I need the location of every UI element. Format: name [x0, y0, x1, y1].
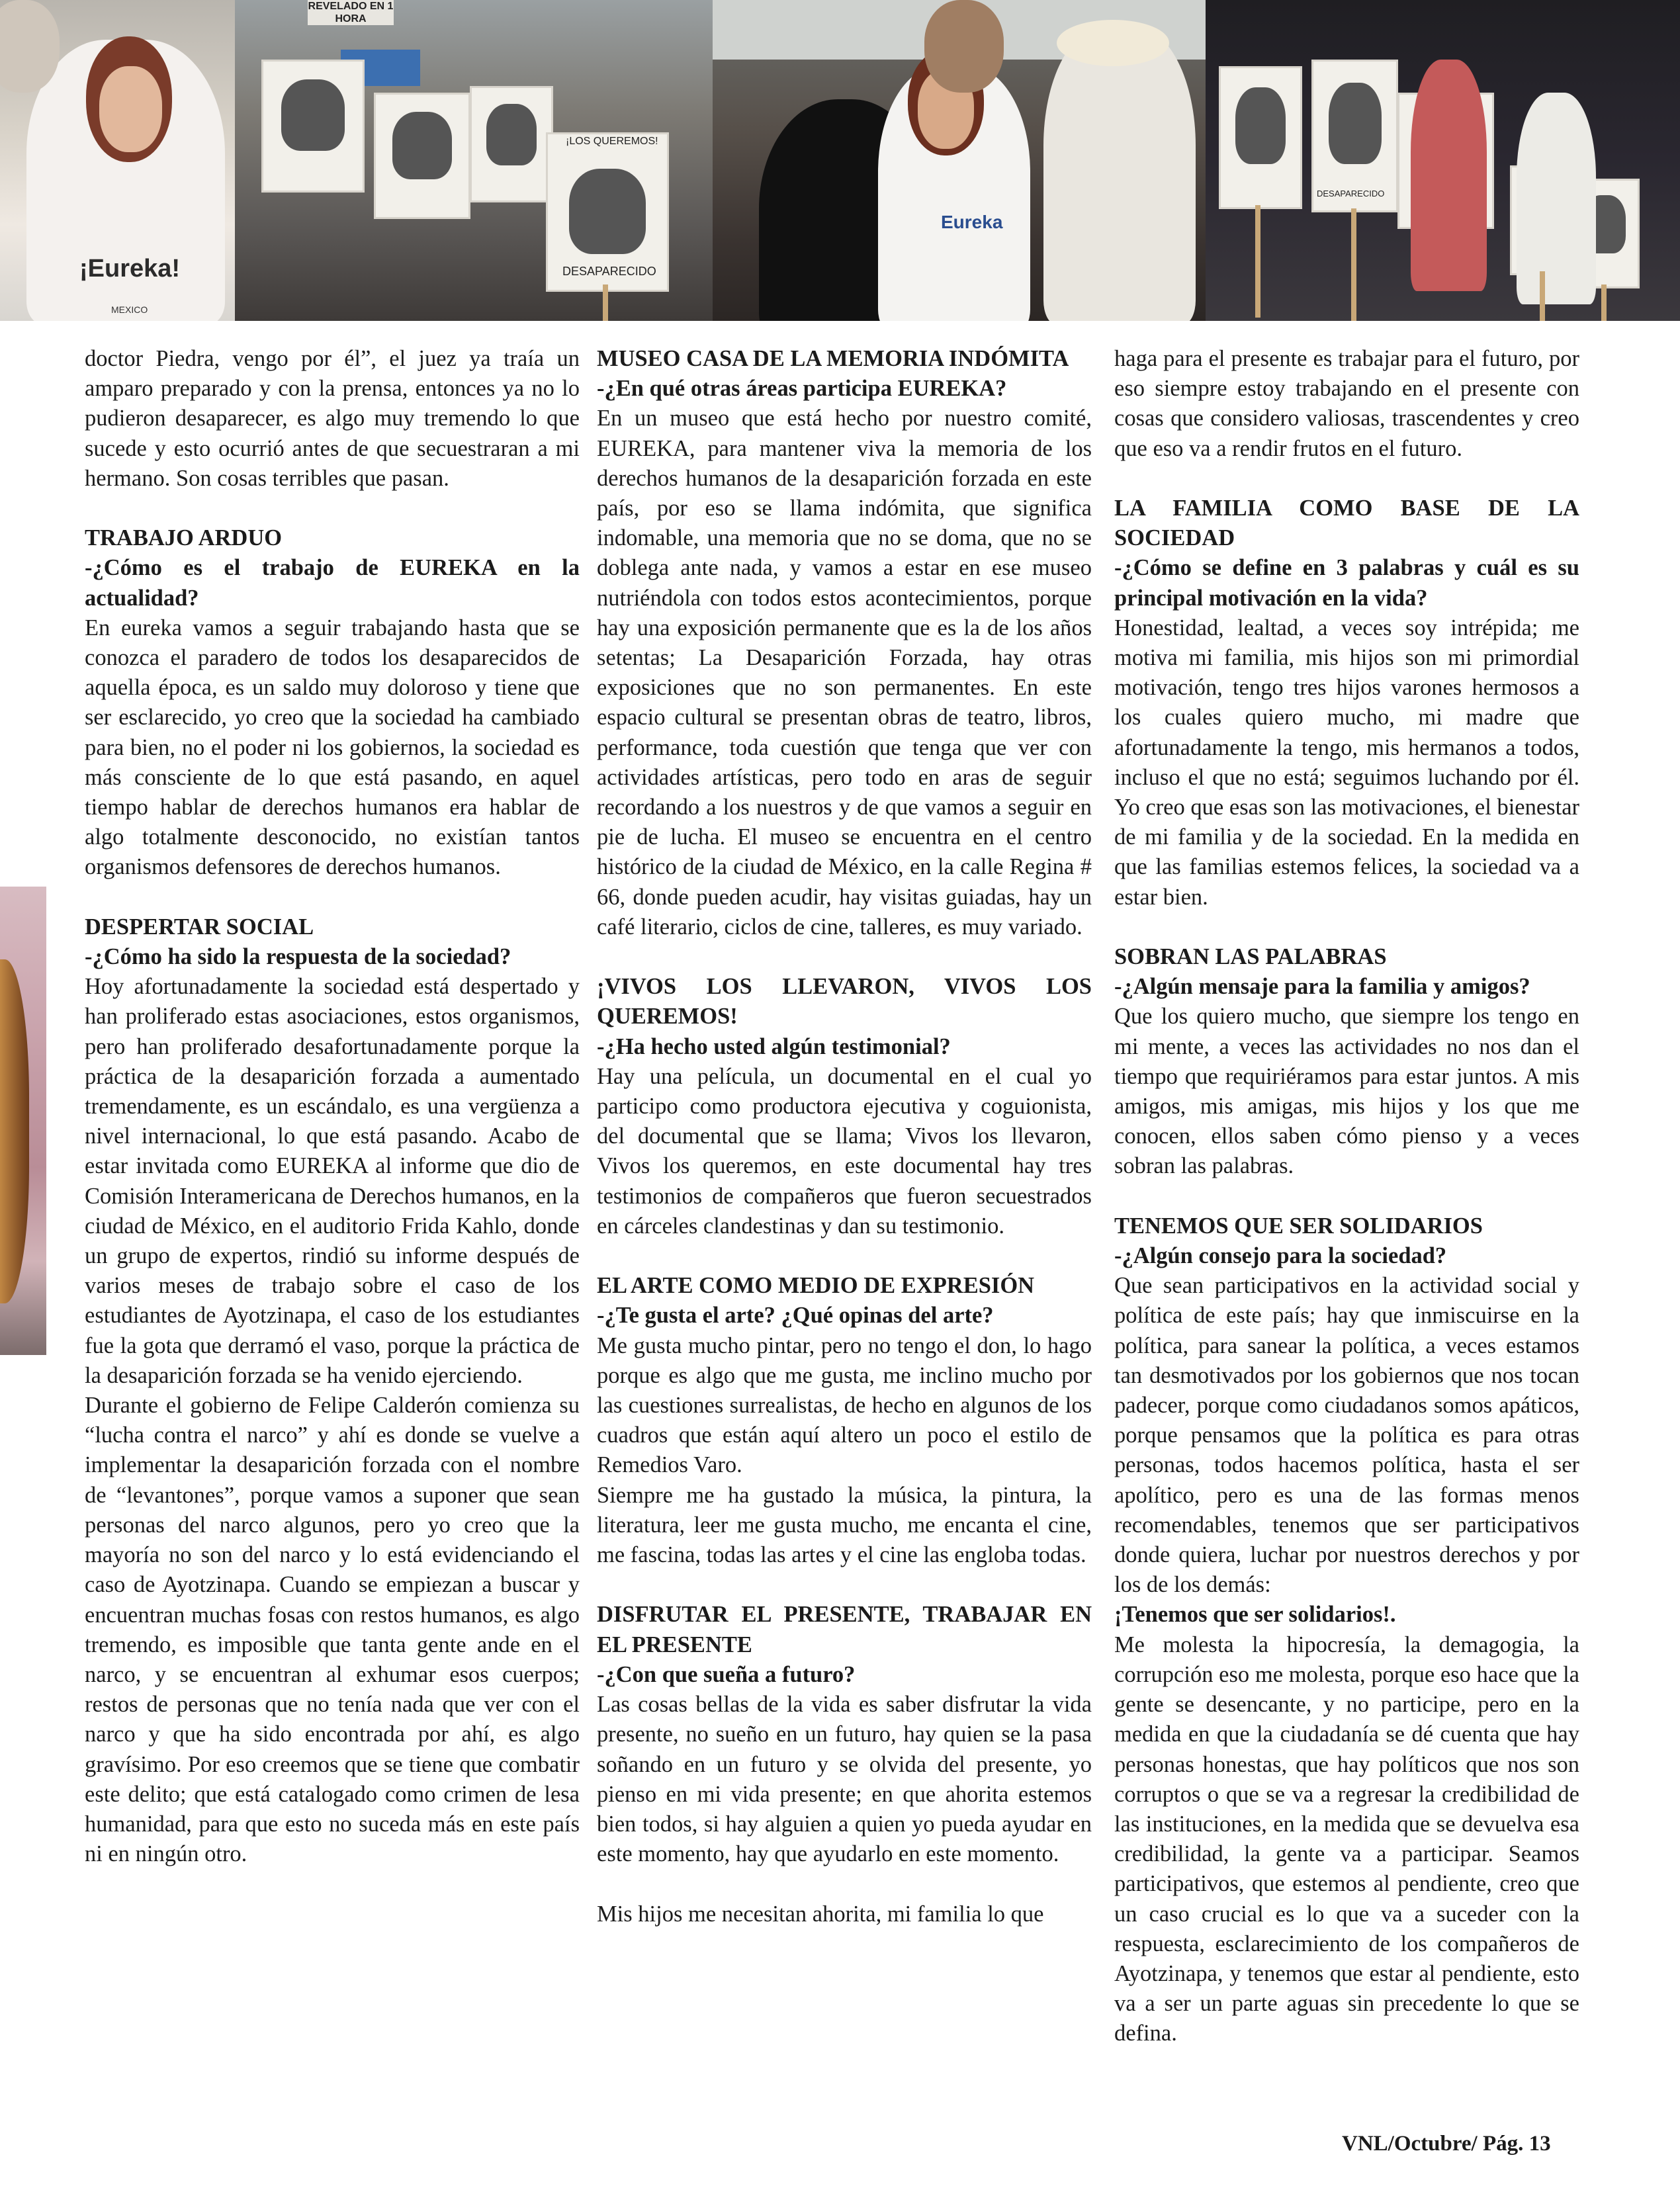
col1-question-2: -¿Cómo ha sido la respuesta de la sociedad? [85, 944, 511, 970]
article-column-1 [85, 344, 580, 1869]
col2-answer-2: Hay una película, un documental en el cual yo participo como productora ejecutiva y coguionista, del documental que se llama; Vivos los llevaron, Vivos los queremos, en este documental hay tres testimonios de compañeros que fueron secuestrados en cárceles clandestinas y dan su testimonio. [597, 1063, 1092, 1239]
col3-answer-3-emphasis: ¡Tenemos que ser solidarios!. [1114, 1602, 1396, 1628]
col3-answer-3: Que sean participativos en la actividad social y política de este país; hay que inmiscuirse en la política, para sanear la política, a veces estamos tan desmotivados por los gobiernos que nos tocan padecer, porque como ciudadanos somos apáticos, porque pensamos que la política es para otras personas, todos hacemos política, hasta el ser apolítico, pero es una de las formas menos recomendables, tenemos que ser participativos donde quiera, luchar por nuestros derechos y por los de los demás: [1114, 1273, 1579, 1598]
col2-answer-1: En un museo que está hecho por nuestro comité, EUREKA, para mantener viva la memoria de los derechos humanos de la desaparición forzada en este país, por eso se llama indómita, que significa indomable, una memoria que no se doma, que no se doblega ante nada, y vamos a estar en ese museo nutriéndola con todos estos acontecimientos, porque hay una exposición permanente que es la de los años setentas; La Desaparición Forzada, hay otras exposiciones que no son permanentes. En este espacio cultural se presentan obras de teatro, libros, performance, toda cuestión que tenga que ver con actividades artísticas, pero todo en aras de seguir recordando a los nuestros y de que vamos a seguir en pie de lucha. El museo se encuentra en el centro histórico de la ciudad de México, en la calle Regina # 66, donde pueden acudir, hay visitas guiadas, hay un café literario, ciclos de cine, talleres, es muy variado. [597, 406, 1092, 940]
page-footer-label: VNL/Octubre/ Pág. 13 [1342, 2132, 1551, 2156]
col1-intro-paragraph: doctor Piedra, vengo por él”, el juez ya traía un amparo preparado y con la prensa, entonces ya no lo pudieron desaparecer, es algo muy tremendo lo que sucede y esto ocurrió antes de que secuestraran a mi hermano. Son cosas terribles que pasan. [85, 346, 580, 491]
col2-answer-4: Las cosas bellas de la vida es saber disfrutar la vida presente, no sueño en un futuro, hay quien se la pasa soñando en un futuro y se olvida del presente, yo pienso en mi vida presente; en que ahorita estemos bien todos, si hay alguien a quien yo pueda ayudar en este momento, hay que ayudarlo en este momento. [597, 1692, 1092, 1867]
col3-answer-3b: Me molesta la hipocresía, la demagogia, la corrupción eso me molesta, porque eso hace que la gente se desencante, y no participe, pero en la medida en que la ciudadanía se dé cuenta que hay personas honestas, que hay políticos que nos son corruptos o que se va a regresar la credibilidad de las instituciones, en la medida que se devuelva esa credibilidad, la gente va a participar. Seamos participativos, que estemos al pendiente, creo que un caso crucial es lo que va a suceder con la respuesta, esclarecimiento de los compañeros de Ayotzinapa, y tenemos que estar al pendiente, esto va a ser un parte aguas sin precedente lo que se defina. [1114, 1632, 1579, 2046]
col3-heading-familia: LA FAMILIA COMO BASE DE LA SOCIEDAD [1114, 496, 1579, 551]
side-artwork-image [0, 887, 46, 1355]
col3-answer-2: Que los quiero mucho, que siempre los tengo en mi mente, a veces las actividades no nos dan el tiempo que requiriéramos para estar juntos. A mis amigos, mis amigas, mis hijos y los que me conocen, ellos saben cómo pienso y a veces sobran las palabras. [1114, 1004, 1579, 1179]
col3-intro-paragraph: haga para el presente es trabajar para el futuro, por eso siempre estoy trabajando en el presente con cosas que considero valiosas, trascendentes y creo que eso va a rendir frutos en el futuro. [1114, 346, 1579, 461]
col1-answer-1: En eureka vamos a seguir trabajando hasta que se conozca el paradero de todos los desaparecidos de aquella época, es un saldo muy doloroso y tiene que ser esclarecido, yo creo que la sociedad ha cambiado para bien, no el poder ni los gobiernos, la sociedad es más consciente de lo que está pasando, en aquel tiempo hablar de derechos humanos era hablar de algo totalmente desconocido, no existían tantos organismos defensores de derechos humanos. [85, 615, 580, 880]
col2-question-1: -¿En qué otras áreas participa EUREKA? [597, 376, 1007, 402]
col1-heading-despertar-social: DESPERTAR SOCIAL [85, 914, 314, 940]
col3-answer-1: Honestidad, lealtad, a veces soy intrépida; me motiva mi familia, mis hijos son mi primordial motivación, tengo tres hijos varones hermosos a los cuales quiero mucho, mi madre que afortunadamente la tengo, mis hermanos a todos, incluso el que no está; seguimos luchando por él. Yo creo que esas son las motivaciones, el bienestar de mi familia y de la sociedad. En la medida en que las familias estemos felices, la sociedad va a estar bien. [1114, 615, 1579, 910]
col2-heading-vivos: ¡VIVOS LOS LLEVARON, VIVOS LOS QUEREMOS! [597, 974, 1092, 1029]
col1-heading-trabajo-arduo: TRABAJO ARDUO [85, 525, 283, 551]
col2-question-4: -¿Con que sueña a futuro? [597, 1661, 856, 1687]
col1-answer-2b: Durante el gobierno de Felipe Calderón comienza su “lucha contra el narco” y ahí es donde se vuelve a implementar la desaparición forzada con el nombre de “levantones”, porque vamos a suponer que sean personas del narco algunos, pero yo creo que la mayoría no son del narco y lo está evidenciando el caso de Ayotzinapa. Cuando se empiezan a buscar y encuentran muchas fosas con restos humanos, es algo tremendo, es imposible que tanta gente ande en el narco, y se encuentran al exhumar esos cuerpos; restos de personas que no tenía nada que ver con el narco y que ha sido encontrada por ahí, es algo gravísimo. Por eso creemos que se tiene que combatir este delito; que está catalogado como crimen de lesa humanidad, para que esto no suceda más en este país ni en ningún otro. [85, 1393, 580, 1867]
col2-question-2: -¿Ha hecho usted algún testimonial? [597, 1033, 951, 1059]
photo-march-with-portraits [235, 0, 713, 321]
col3-question-3: -¿Algún consejo para la sociedad? [1114, 1243, 1447, 1269]
photo4-sign-text: DESAPARECIDO [1317, 189, 1385, 198]
col2-heading-disfrutar: DISFRUTAR EL PRESENTE, TRABAJAR EN EL PRESENTE [597, 1602, 1092, 1657]
article-column-3 [1114, 344, 1579, 2049]
col2-heading-arte: EL ARTE COMO MEDIO DE EXPRESIÓN [597, 1273, 1035, 1299]
col2-answer-4b: Mis hijos me necesitan ahorita, mi familia lo que [597, 1901, 1044, 1927]
photo1-shirt-text: ¡Eureka! [79, 255, 181, 283]
col3-question-1: -¿Cómo se define en 3 palabras y cuál es su principal motivación en la vida? [1114, 555, 1579, 611]
photo2-sign-text-2: DESAPARECIDO [562, 265, 656, 278]
photo-strip [0, 0, 1680, 321]
col3-question-2: -¿Algún mensaje para la familia y amigos? [1114, 974, 1530, 1000]
photo1-shirt-subtext: MEXICO [111, 304, 148, 315]
col1-answer-2: Hoy afortunadamente la sociedad está despertado y han proliferado estas asociaciones, estos organismos, pero han proliferado desafortunadamente porque la práctica de la desaparición forzada a aumentado tremendamente, es un escándalo, es una vergüenza a nivel internacional, lo que está pasando. Acabo de estar invitada como EUREKA al informe que dio de Comisión Interamericana de Derechos humanos, en la ciudad de México, en el auditorio Frida Kahlo, donde un grupo de expertos, rindió su informe después de varios meses de trabajo sobre el caso de los estudiantes de Ayotzinapa, el caso de los estudiantes fue la gota que derramó el vaso, porque la práctica de la desaparición forzada se ha venido ejerciendo. [85, 974, 580, 1388]
col3-heading-solidarios: TENEMOS QUE SER SOLIDARIOS [1114, 1213, 1483, 1239]
col3-heading-sobran: SOBRAN LAS PALABRAS [1114, 944, 1387, 970]
photo2-banner-text: REVELADO EN 1 HORA [308, 1, 394, 24]
photo3-shirt-text: Eureka [941, 212, 1003, 232]
photo-night-vigil-portraits [1206, 0, 1680, 321]
photo2-sign-text-1: ¡LOS QUEREMOS! [566, 136, 658, 147]
col2-heading-museo: MUSEO CASA DE LA MEMORIA INDÓMITA [597, 346, 1069, 371]
col2-answer-3: Me gusta mucho pintar, pero no tengo el don, lo hago porque es algo que me gusta, me inclino mucho por las cuestiones surrealistas, de hecho en algunos de los cuadros que están aquí altero un poco el estilo de Remedios Varo. [597, 1333, 1092, 1478]
col1-question-1: -¿Cómo es el trabajo de EUREKA en la actualidad? [85, 555, 580, 611]
article-column-2 [597, 344, 1092, 1929]
col2-answer-3b: Siempre me ha gustado la música, la pintura, la literatura, leer me gusta mucho, me encanta el cine, me fascina, todas las artes y el cine las engloba todas. [597, 1482, 1092, 1568]
photo-speaker-with-microphone [713, 0, 1206, 321]
photo-protester-eureka-shirt [0, 0, 235, 321]
col2-question-3: -¿Te gusta el arte? ¿Qué opinas del arte? [597, 1303, 994, 1329]
